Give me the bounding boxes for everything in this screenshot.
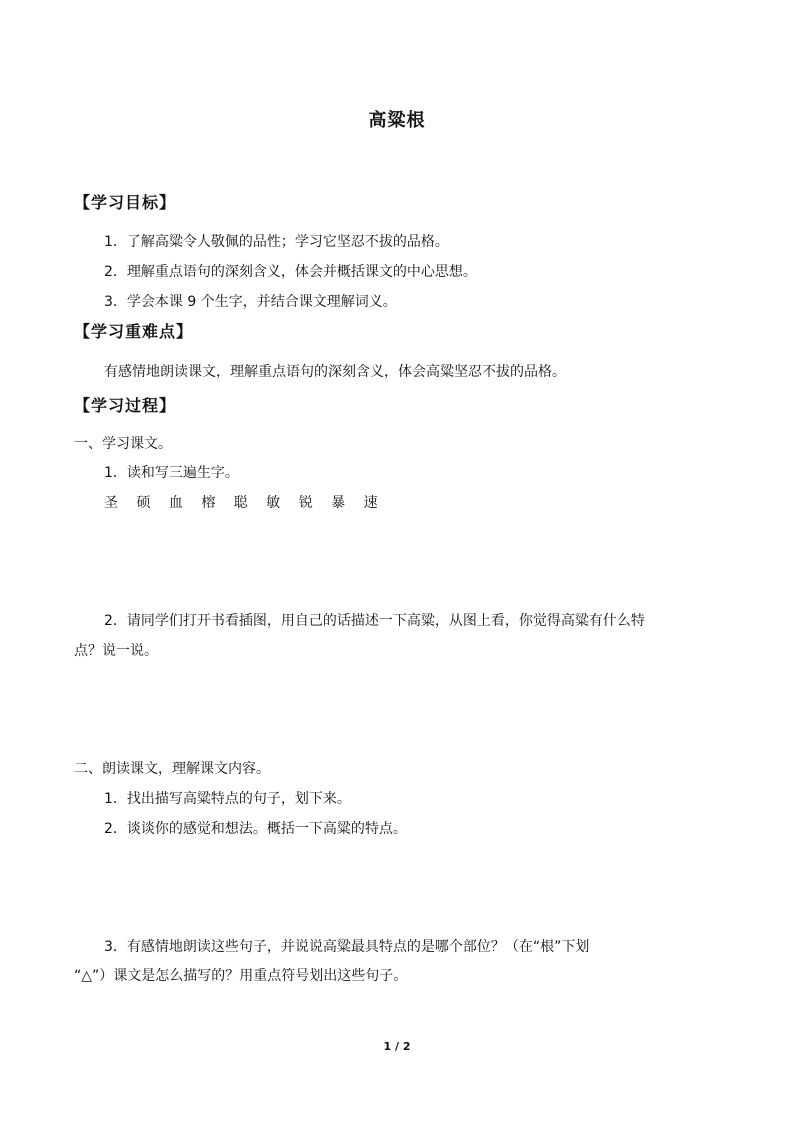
process-part2-item3-line1: 3．有感情地朗读这些句子，并说说高粱最具特点的是哪个部位？（在“根”下划	[104, 939, 590, 955]
process-part1-item1: 1．读和写三遍生字。	[104, 465, 239, 481]
process-part2-title: 二、朗读课文，理解课文内容。	[74, 761, 270, 777]
new-characters-list: 圣 硕 血 榕 聪 敏 锐 暴 速	[104, 495, 382, 511]
goal-item-1: 1．了解高粱令人敬佩的品性；学习它坚忍不拔的品格。	[104, 234, 449, 250]
process-part2-item3-line2: “△”）课文是怎么描写的？用重点符号划出这些句子。	[74, 968, 408, 984]
page-number: 1 / 2	[383, 1040, 411, 1053]
process-part1-title: 一、学习课文。	[74, 436, 172, 452]
section-heading-goals: 【学习目标】	[74, 193, 177, 212]
process-part1-item2-line1: 2．请同学们打开书看插图，用自己的话描述一下高粱，从图上看，你觉得高粱有什么特	[104, 613, 645, 629]
goal-item-2: 2．理解重点语句的深刻含义，体会并概括课文的中心思想。	[104, 264, 477, 280]
process-part2-item1: 1．找出描写高粱特点的句子，划下来。	[104, 791, 351, 807]
key-points-text: 有感情地朗读课文，理解重点语句的深刻含义，体会高粱坚忍不拔的品格。	[104, 364, 566, 380]
section-heading-process: 【学习过程】	[74, 396, 177, 415]
process-part1-item2-line2: 点？说一说。	[74, 643, 158, 659]
goal-item-3: 3．学会本课 9 个生字，并结合课文理解词义。	[104, 294, 397, 310]
process-part2-item2: 2．谈谈你的感觉和想法。概括一下高粱的特点。	[104, 821, 407, 837]
section-heading-key-points: 【学习重难点】	[74, 322, 194, 341]
document-title: 高粱根	[368, 110, 426, 131]
